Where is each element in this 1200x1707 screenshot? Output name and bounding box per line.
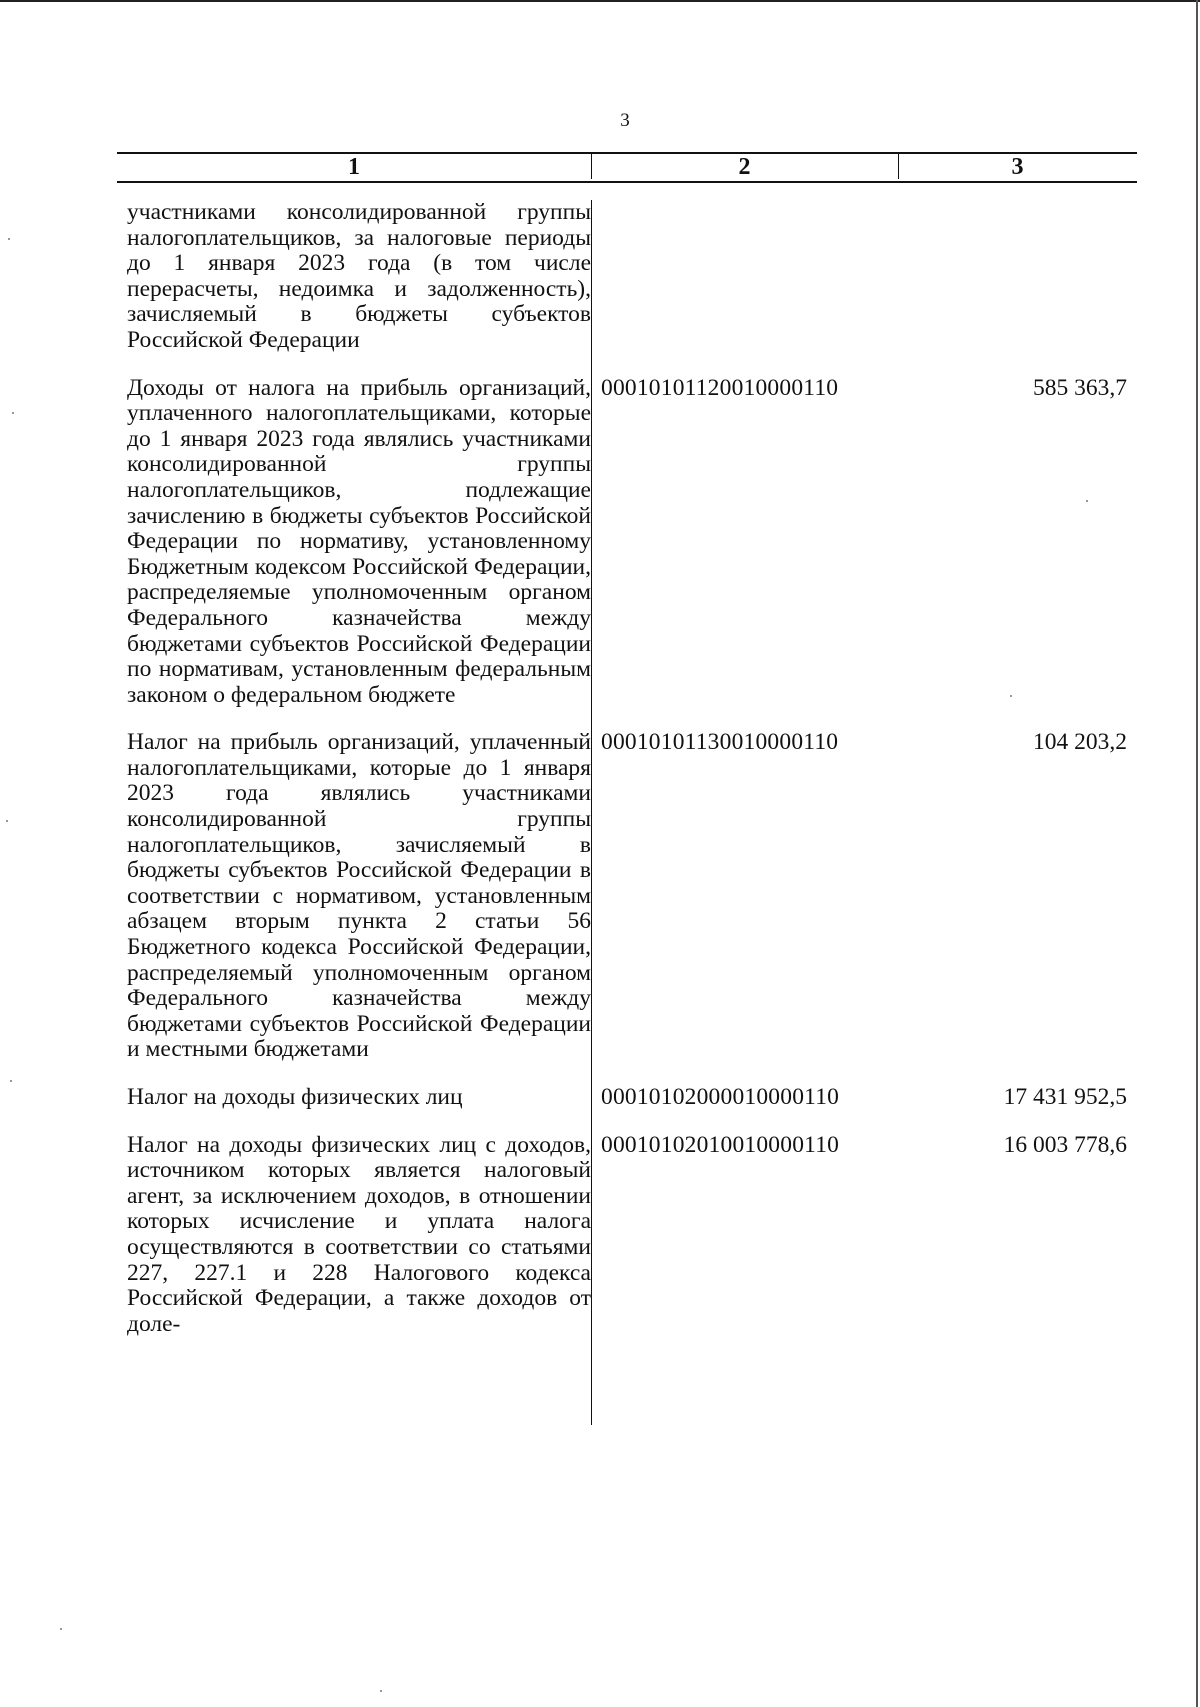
column-header-1: 1: [348, 154, 360, 180]
row-description: Доходы от налога на прибыль организаций, уплаченного налогоплательщиками, которые до 1 января 2023 года являлись участниками консолидированной группы налогоплательщиков, подлежащие зачислению в бюджеты субъектов Российской Федерации по нормативу, установленному Бюджетным кодексом Российской Федерации, распределяемые уполномоченным органом Федерального казначейства между бюджетами субъектов Российской Федерации по нормативам, установленным федеральным законом о федеральном бюджете: [127, 374, 591, 708]
table-header-row: [117, 152, 1137, 183]
row-code: 00010101120010000110: [601, 374, 839, 401]
revenue-table: [117, 152, 1137, 1337]
table-body: [117, 200, 1137, 1337]
row-description: Налог на доходы физических лиц с доходов, источником которых является налоговый агент, за исключением доходов, в отношении которых исчисление и уплата налога осуществляются в соответствии со статьями 227, 227.1 и 228 Налогового кодекса Российской Федерации, а также доходов от доле-: [127, 1131, 591, 1337]
column-header-2: 2: [738, 154, 751, 180]
table-row: [117, 730, 1137, 1063]
scan-speck: [6, 820, 8, 822]
row-amount: 104 203,2: [1033, 729, 1127, 756]
row-code: 00010102010010000110: [601, 1131, 840, 1158]
scan-speck: [1086, 500, 1088, 502]
column-divider-body: [591, 200, 592, 1425]
row-description: участниками консолидированной группы налогоплательщиков, за налоговые периоды до 1 января 2023 года (в том числе перерасчеты, недоимка и задолженность), зачисляемый в бюджеты субъектов Российской Федерации: [127, 199, 591, 353]
scan-speck: [60, 1628, 62, 1630]
page-number: 3: [620, 110, 630, 131]
row-description: Налог на доходы физических лиц: [127, 1084, 463, 1110]
row-amount: 17 431 952,5: [1003, 1084, 1127, 1110]
scan-speck: [380, 1690, 382, 1692]
row-code: 00010102000010000110: [601, 1084, 840, 1110]
table-row: [117, 1133, 1137, 1338]
row-code: 00010101130010000110: [601, 729, 839, 756]
table-row: [117, 200, 1137, 354]
table-row: [117, 1085, 1137, 1111]
scan-speck: [1010, 695, 1012, 697]
column-divider-2: [898, 152, 899, 179]
scan-speck: [10, 1080, 12, 1082]
row-amount: 16 003 778,6: [1003, 1131, 1127, 1158]
row-description: Налог на прибыль организаций, уплаченный налогоплательщиками, которые до 1 января 2023 года являлись участниками консолидированной группы налогоплательщиков, зачисляемый в бюджеты субъектов Российской Федерации в соответствии с нормативом, установленным абзацем вторым пункта 2 статьи 56 Бюджетного кодекса Российской Федерации, распределяемый уполномоченным органом Федерального казначейства между бюджетами субъектов Российской Федерации и местными бюджетами: [127, 729, 591, 1063]
table-row: [117, 376, 1137, 709]
scan-top-edge: [0, 0, 1200, 2]
row-amount: 585 363,7: [1033, 374, 1127, 401]
scan-speck: [12, 412, 14, 414]
column-header-3: 3: [1011, 154, 1024, 180]
scan-right-edge: [1196, 0, 1198, 1707]
scan-speck: [8, 238, 10, 240]
column-divider-1: [591, 152, 592, 179]
